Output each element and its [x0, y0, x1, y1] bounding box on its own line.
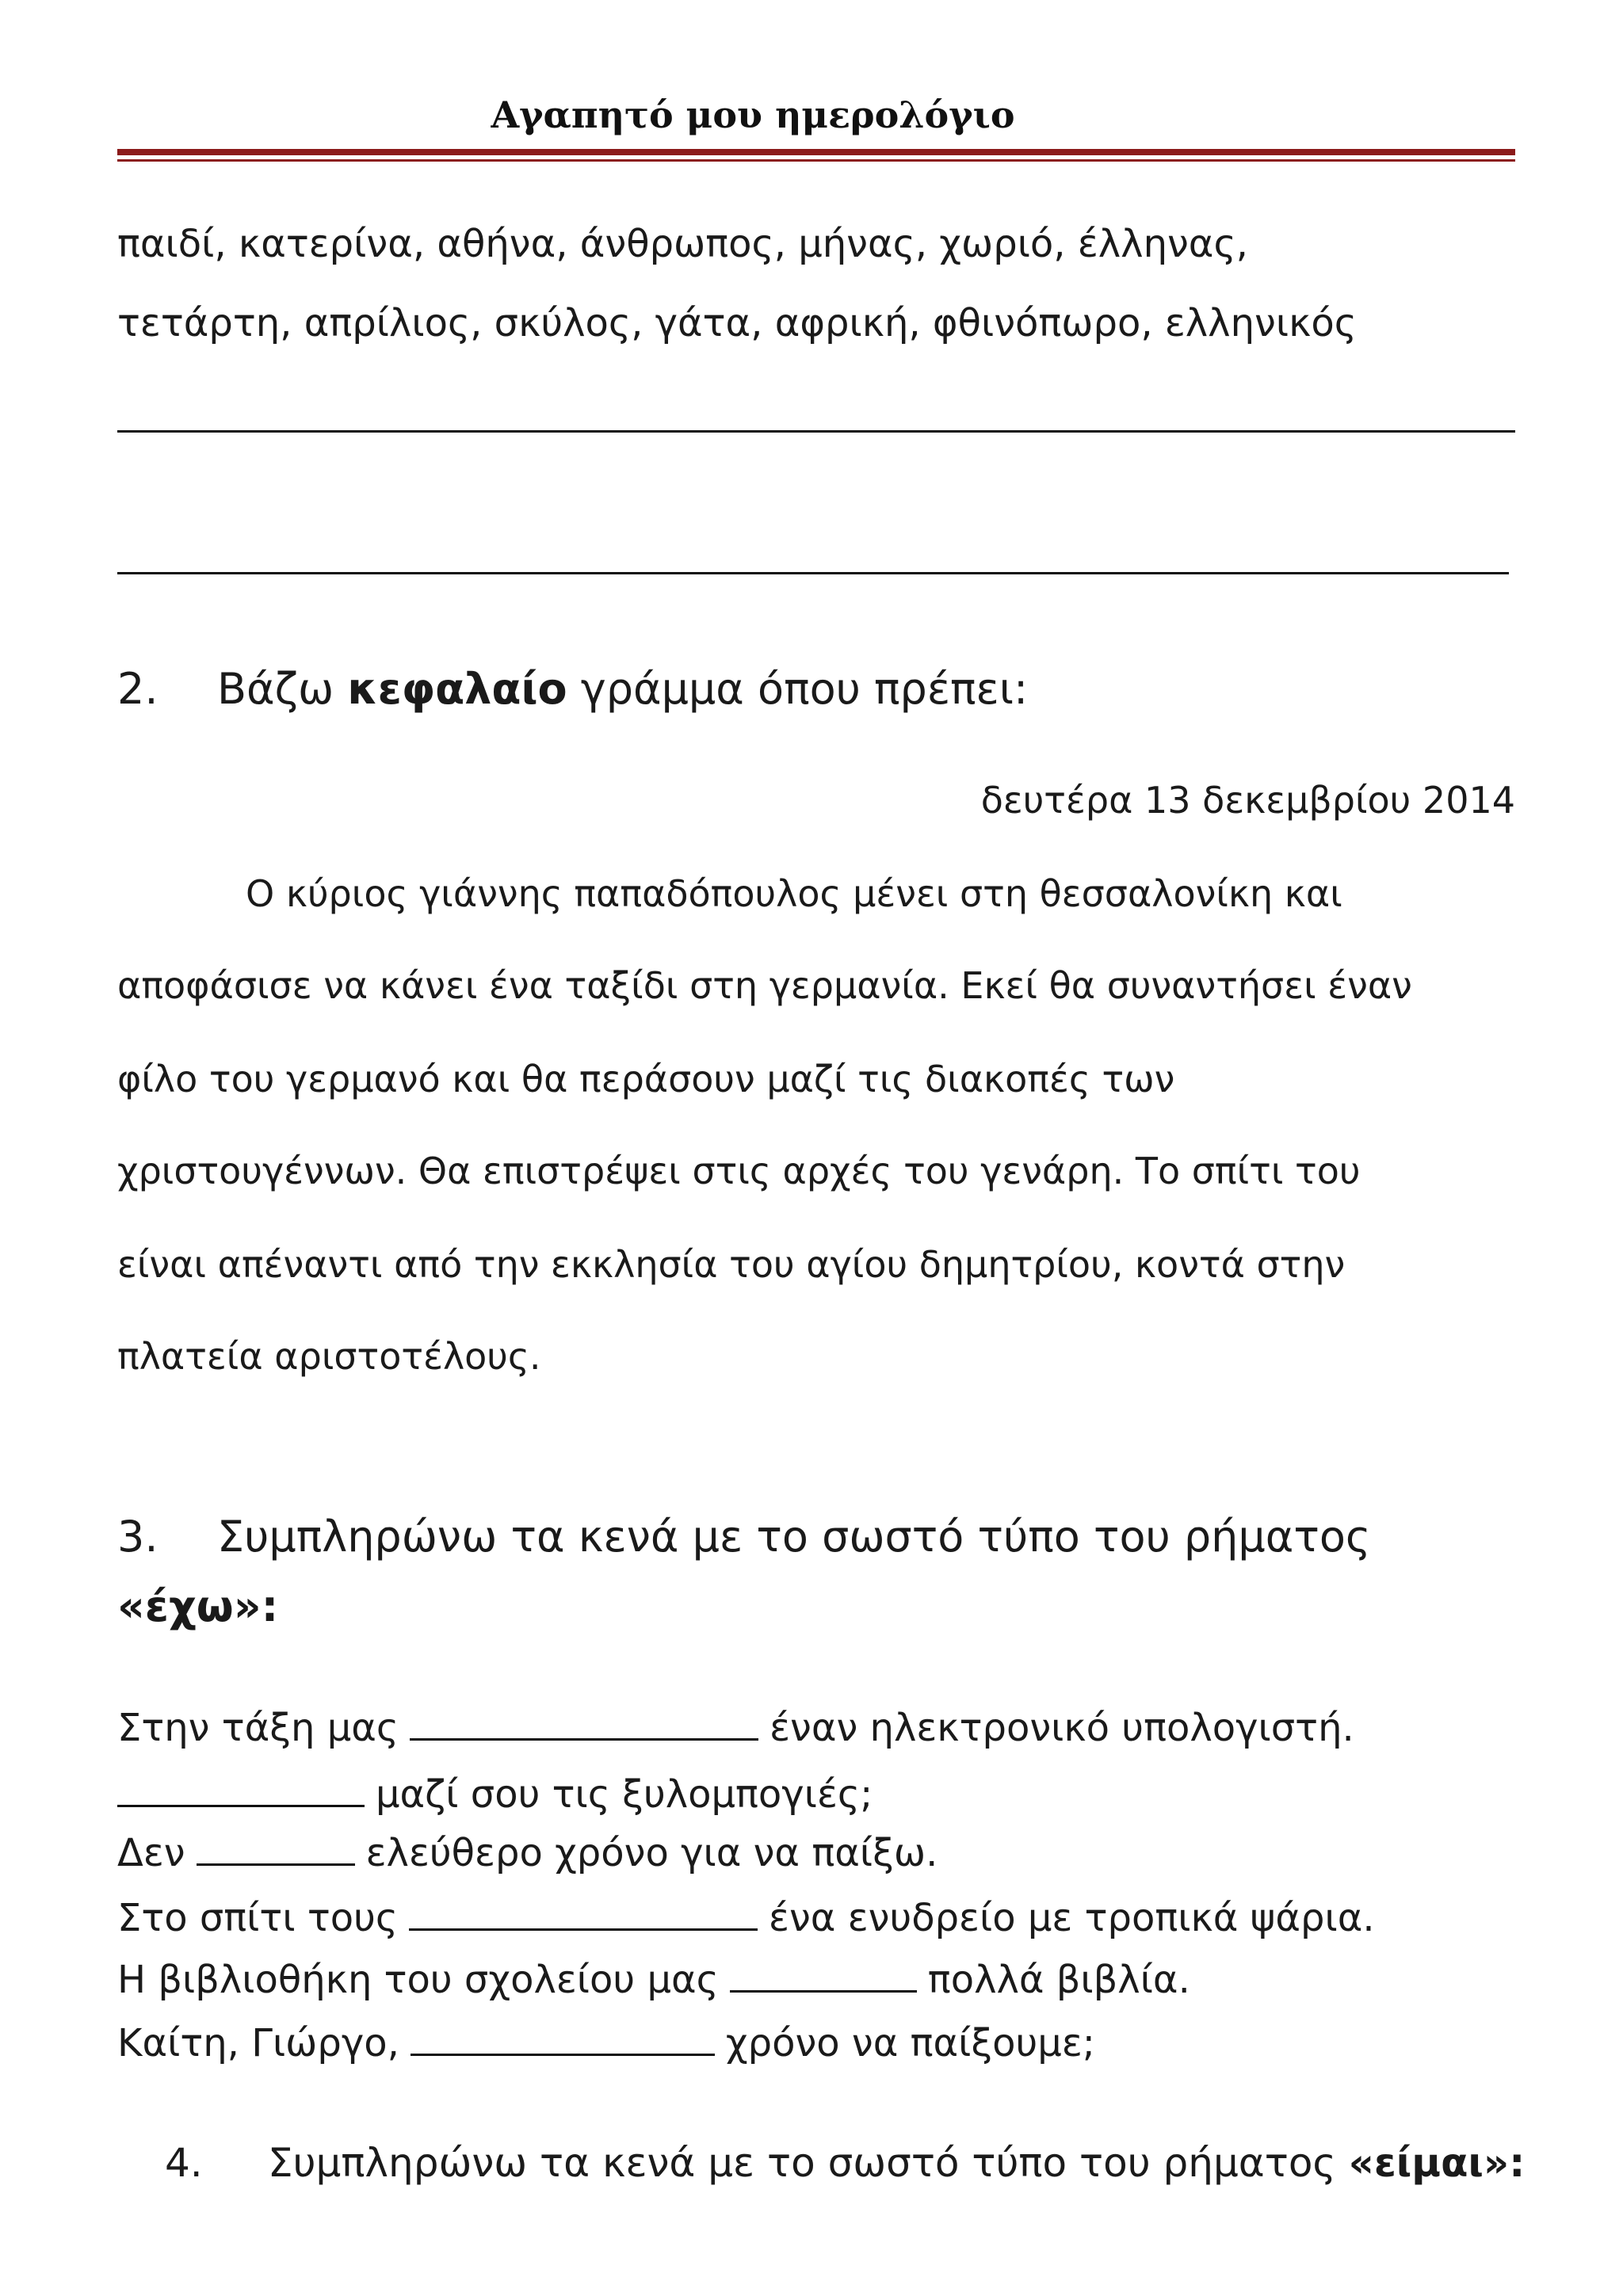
fill-sentence-6-after: χρόνο να παίξουμε;: [725, 2021, 1095, 2065]
exercise-4-heading-text: Συμπληρώνω τα κενά με το σωστό τύπο του ρήματος: [268, 2140, 1349, 2186]
fill-sentence-5-after: πολλά βιβλία.: [927, 1958, 1190, 2002]
exercise-2-heading-bold: κεφαλαίο: [347, 664, 567, 714]
exercise-3-heading: [117, 1512, 1371, 1562]
fill-sentence-4: [117, 1894, 1375, 1942]
exercise-3-verb: «έχω»:: [117, 1581, 279, 1631]
fill-sentence-1-after: έναν ηλεκτρονικό υπολογιστή.: [769, 1706, 1354, 1750]
paragraph-line-6: πλατεία αριστοτέλους.: [117, 1335, 541, 1378]
fill-sentence-3-after: ελεύθερο χρόνο για να παίξω.: [365, 1831, 938, 1875]
fill-sentence-1-before: Στην τάξη μας: [117, 1706, 399, 1750]
fill-sentence-4-before: Στο σπίτι τους: [117, 1896, 399, 1940]
paragraph-line-3: φίλο του γερμανό και θα περάσουν μαζί τις διακοπές των: [117, 1058, 1175, 1100]
word-list-line-1: παιδί, κατερίνα, αθήνα, άνθρωπος, μήνας, χωριό, έλληνας,: [117, 222, 1248, 266]
exercise-4-verb: «είμαι»:: [1348, 2140, 1526, 2186]
fill-blank-5[interactable]: [730, 1955, 917, 1993]
exercise-3-heading-text: Συμπληρώνω τα κενά με το σωστό τύπο του ρήματος: [217, 1512, 1371, 1562]
letter-date: δευτέρα 13 δεκεμβρίου 2014: [980, 779, 1515, 822]
header-rule-thin: [117, 159, 1515, 162]
header-rule-thick: [117, 149, 1515, 155]
exercise-2-heading-end: γράμμα όπου πρέπει:: [567, 664, 1029, 714]
exercise-2-number: 2.: [117, 664, 158, 714]
paragraph-line-1: Ο κύριος γιάννης παπαδόπουλος μένει στη θεσσαλονίκη και: [246, 872, 1342, 915]
fill-sentence-5-before: Η βιβλιοθήκη του σχολείου μας: [117, 1958, 719, 2002]
exercise-4-number: 4.: [165, 2140, 203, 2186]
fill-sentence-4-after: ένα ενυδρείο με τροπικά ψάρια.: [769, 1896, 1375, 1940]
fill-sentence-1: [117, 1703, 1354, 1752]
exercise-3-number: 3.: [117, 1512, 158, 1562]
fill-blank-6[interactable]: [411, 2019, 715, 2056]
fill-sentence-3: [117, 1829, 938, 1877]
fill-sentence-6-before: Καίτη, Γιώργο,: [117, 2021, 399, 2065]
paragraph-line-2: αποφάσισε να κάνει ένα ταξίδι στη γερμανία. Εκεί θα συναντήσει έναν: [117, 964, 1412, 1007]
word-list-line-2: τετάρτη, απρίλιος, σκύλος, γάτα, αφρική, φθινόπωρο, ελληνικός: [117, 301, 1357, 345]
fill-blank-1[interactable]: [410, 1703, 758, 1741]
exercise-2-heading: [117, 664, 1028, 715]
paragraph-line-4: χριστουγέννων. Θα επιστρέψει στις αρχές του γενάρη. Το σπίτι του: [117, 1150, 1361, 1192]
page-header-title: Αγαπητό μου ημερολόγιο: [491, 93, 1015, 136]
answer-line-1[interactable]: [117, 430, 1515, 433]
fill-sentence-2: [117, 1770, 873, 1818]
fill-blank-2[interactable]: [117, 1770, 365, 1807]
exercise-2-heading-start: Βάζω: [217, 664, 348, 714]
fill-sentence-5: [117, 1955, 1190, 2004]
paragraph-line-5: είναι απέναντι από την εκκλησία του αγίου δημητρίου, κοντά στην: [117, 1243, 1346, 1286]
fill-blank-4[interactable]: [409, 1894, 758, 1931]
fill-sentence-6: [117, 2019, 1095, 2067]
fill-blank-3[interactable]: [197, 1829, 355, 1866]
fill-sentence-3-before: Δεν: [117, 1831, 185, 1875]
answer-line-2[interactable]: [117, 572, 1509, 574]
exercise-4-heading: [165, 2138, 1525, 2188]
fill-sentence-2-after: μαζί σου τις ξυλομπογιές;: [376, 1772, 873, 1817]
